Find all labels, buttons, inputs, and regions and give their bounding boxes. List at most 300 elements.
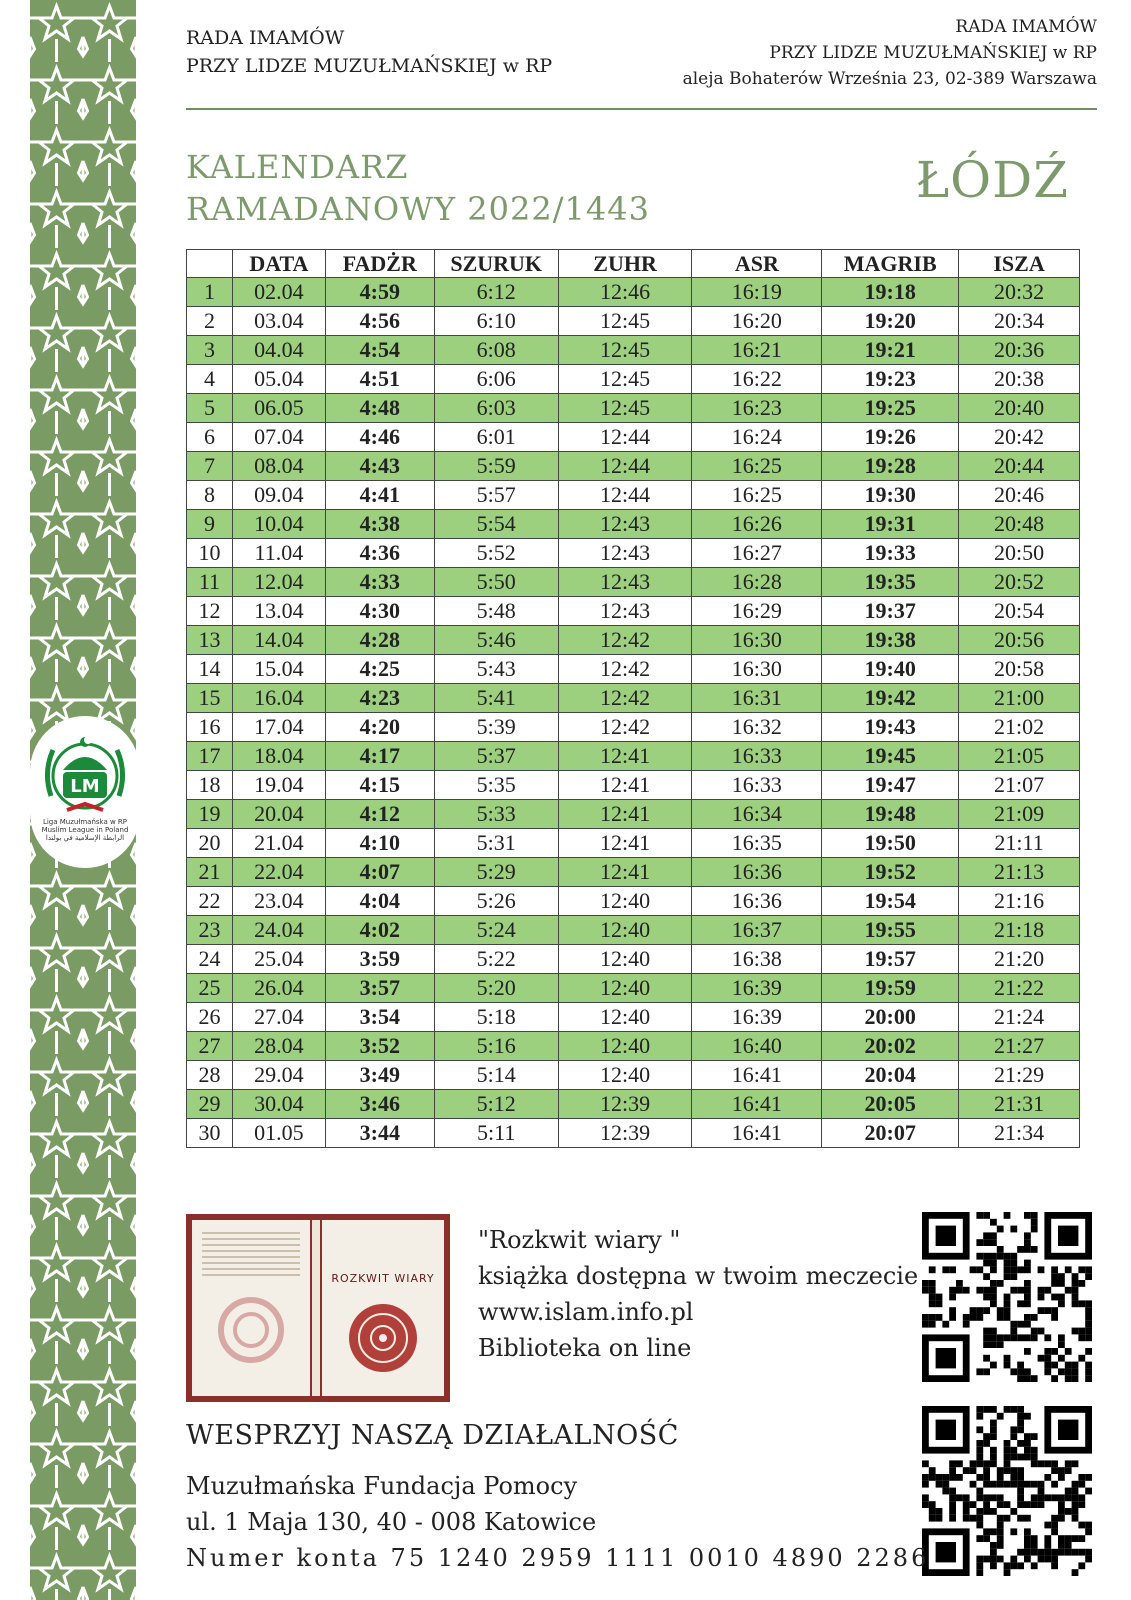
maghrib-cell: 19:59: [822, 974, 959, 1003]
sunrise-cell: 5:20: [434, 974, 558, 1003]
isha-cell: 20:50: [959, 539, 1080, 568]
page-title: [186, 146, 650, 230]
maghrib-cell: 19:55: [822, 916, 959, 945]
date-cell: 21.04: [232, 829, 325, 858]
logo-caption-en: Muslim League in Poland: [41, 826, 129, 834]
isha-cell: 21:18: [959, 916, 1080, 945]
sunrise-cell: 5:33: [434, 800, 558, 829]
table-body: [187, 278, 1080, 1148]
isha-cell: 20:42: [959, 423, 1080, 452]
fajr-cell: 4:12: [325, 800, 434, 829]
day-cell: 20: [187, 829, 233, 858]
date-cell: 04.04: [232, 336, 325, 365]
date-cell: 16.04: [232, 684, 325, 713]
date-cell: 25.04: [232, 945, 325, 974]
maghrib-cell: 19:30: [822, 481, 959, 510]
isha-cell: 20:46: [959, 481, 1080, 510]
qr-code-book[interactable]: [922, 1212, 1092, 1382]
online-library: Biblioteka on line: [478, 1334, 692, 1362]
zuhr-cell: 12:40: [558, 974, 692, 1003]
table-row: [187, 1119, 1080, 1148]
isha-cell: 21:31: [959, 1090, 1080, 1119]
zuhr-cell: 12:43: [558, 539, 692, 568]
book-name: "Rozkwit wiary ": [478, 1226, 681, 1254]
table-row: [187, 713, 1080, 742]
day-cell: 13: [187, 626, 233, 655]
column-header-zuhr: ZUHR: [558, 250, 692, 278]
zuhr-cell: 12:44: [558, 481, 692, 510]
table-row: [187, 423, 1080, 452]
zuhr-cell: 12:43: [558, 568, 692, 597]
fajr-cell: 4:17: [325, 742, 434, 771]
maghrib-cell: 19:45: [822, 742, 959, 771]
fajr-cell: 4:41: [325, 481, 434, 510]
asr-cell: 16:40: [692, 1032, 822, 1061]
zuhr-cell: 12:42: [558, 684, 692, 713]
header-left: [186, 24, 552, 80]
isha-cell: 20:52: [959, 568, 1080, 597]
maghrib-cell: 19:47: [822, 771, 959, 800]
day-cell: 4: [187, 365, 233, 394]
day-cell: 5: [187, 394, 233, 423]
date-cell: 23.04: [232, 887, 325, 916]
asr-cell: 16:23: [692, 394, 822, 423]
isha-cell: 21:00: [959, 684, 1080, 713]
fajr-cell: 3:54: [325, 1003, 434, 1032]
asr-cell: 16:33: [692, 771, 822, 800]
maghrib-cell: 20:05: [822, 1090, 959, 1119]
ramadan-calendar-table: [186, 249, 1080, 1148]
book-cover-title: ROZKWIT WIARY: [331, 1272, 435, 1285]
table-row: [187, 829, 1080, 858]
day-cell: 10: [187, 539, 233, 568]
table-row: [187, 539, 1080, 568]
logo-initials: LM: [70, 776, 100, 797]
sunrise-cell: 5:31: [434, 829, 558, 858]
sunrise-cell: 5:52: [434, 539, 558, 568]
sunrise-cell: 5:59: [434, 452, 558, 481]
website-link[interactable]: www.islam.info.pl: [478, 1298, 694, 1326]
day-cell: 28: [187, 1061, 233, 1090]
maghrib-cell: 19:42: [822, 684, 959, 713]
asr-cell: 16:22: [692, 365, 822, 394]
table-row: [187, 568, 1080, 597]
day-cell: 8: [187, 481, 233, 510]
zuhr-cell: 12:42: [558, 626, 692, 655]
table-row: [187, 858, 1080, 887]
header-left-line1: RADA IMAMÓW: [186, 27, 345, 49]
fajr-cell: 4:38: [325, 510, 434, 539]
isha-cell: 21:24: [959, 1003, 1080, 1032]
day-cell: 27: [187, 1032, 233, 1061]
maghrib-cell: 19:18: [822, 278, 959, 307]
sunrise-cell: 5:57: [434, 481, 558, 510]
date-cell: 08.04: [232, 452, 325, 481]
sunrise-cell: 6:12: [434, 278, 558, 307]
header-right-line2: PRZY LIDZE MUZUŁMAŃSKIEJ w RP: [769, 43, 1097, 63]
sunrise-cell: 5:18: [434, 1003, 558, 1032]
maghrib-cell: 19:23: [822, 365, 959, 394]
book-ornament-icon: [192, 1220, 310, 1396]
fajr-cell: 4:20: [325, 713, 434, 742]
fajr-cell: 4:56: [325, 307, 434, 336]
asr-cell: 16:35: [692, 829, 822, 858]
maghrib-cell: 19:37: [822, 597, 959, 626]
page-title-line1: KALENDARZ: [186, 148, 409, 186]
table-row: [187, 597, 1080, 626]
zuhr-cell: 12:41: [558, 858, 692, 887]
day-cell: 19: [187, 800, 233, 829]
book-availability: książka dostępna w twoim meczecie: [478, 1262, 919, 1290]
book-back-cover: [192, 1220, 310, 1396]
date-cell: 18.04: [232, 742, 325, 771]
asr-cell: 16:41: [692, 1119, 822, 1148]
asr-cell: 16:36: [692, 887, 822, 916]
asr-cell: 16:27: [692, 539, 822, 568]
table-row: [187, 336, 1080, 365]
isha-cell: 20:38: [959, 365, 1080, 394]
zuhr-cell: 12:39: [558, 1119, 692, 1148]
asr-cell: 16:25: [692, 481, 822, 510]
support-details: [186, 1468, 929, 1576]
asr-cell: 16:21: [692, 336, 822, 365]
asr-cell: 16:26: [692, 510, 822, 539]
sunrise-cell: 5:12: [434, 1090, 558, 1119]
date-cell: 05.04: [232, 365, 325, 394]
day-cell: 24: [187, 945, 233, 974]
asr-cell: 16:39: [692, 1003, 822, 1032]
isha-cell: 21:34: [959, 1119, 1080, 1148]
fajr-cell: 4:54: [325, 336, 434, 365]
table-row: [187, 1090, 1080, 1119]
zuhr-cell: 12:40: [558, 945, 692, 974]
day-cell: 7: [187, 452, 233, 481]
fajr-cell: 3:57: [325, 974, 434, 1003]
table-row: [187, 1061, 1080, 1090]
table-row: [187, 452, 1080, 481]
table-row: [187, 800, 1080, 829]
zuhr-cell: 12:45: [558, 394, 692, 423]
asr-cell: 16:36: [692, 858, 822, 887]
zuhr-cell: 12:45: [558, 307, 692, 336]
date-cell: 29.04: [232, 1061, 325, 1090]
day-cell: 29: [187, 1090, 233, 1119]
book-mandala-icon: [322, 1220, 444, 1396]
fajr-cell: 4:23: [325, 684, 434, 713]
asr-cell: 16:24: [692, 423, 822, 452]
table-row: [187, 481, 1080, 510]
maghrib-cell: 19:25: [822, 394, 959, 423]
fajr-cell: 3:49: [325, 1061, 434, 1090]
sunrise-cell: 5:11: [434, 1119, 558, 1148]
maghrib-cell: 19:21: [822, 336, 959, 365]
header-right-line1: RADA IMAMÓW: [955, 17, 1097, 37]
date-cell: 26.04: [232, 974, 325, 1003]
zuhr-cell: 12:42: [558, 713, 692, 742]
isha-cell: 20:40: [959, 394, 1080, 423]
asr-cell: 16:33: [692, 742, 822, 771]
support-heading: WESPRZYJ NASZĄ DZIAŁALNOŚĆ: [186, 1420, 679, 1451]
maghrib-cell: 19:38: [822, 626, 959, 655]
sunrise-cell: 5:37: [434, 742, 558, 771]
sunrise-cell: 5:54: [434, 510, 558, 539]
maghrib-cell: 20:04: [822, 1061, 959, 1090]
header-left-line2: PRZY LIDZE MUZUŁMAŃSKIEJ w RP: [186, 55, 553, 77]
isha-cell: 21:27: [959, 1032, 1080, 1061]
day-cell: 2: [187, 307, 233, 336]
sunrise-cell: 6:01: [434, 423, 558, 452]
fajr-cell: 4:15: [325, 771, 434, 800]
sunrise-cell: 6:03: [434, 394, 558, 423]
muslim-league-logo: [30, 716, 140, 868]
asr-cell: 16:30: [692, 655, 822, 684]
header-right-line3: aleja Bohaterów Września 23, 02-389 Warszawa: [682, 69, 1097, 89]
maghrib-cell: 19:28: [822, 452, 959, 481]
zuhr-cell: 12:43: [558, 510, 692, 539]
date-cell: 07.04: [232, 423, 325, 452]
maghrib-cell: 19:52: [822, 858, 959, 887]
date-cell: 02.04: [232, 278, 325, 307]
maghrib-cell: 19:31: [822, 510, 959, 539]
sunrise-cell: 5:41: [434, 684, 558, 713]
sunrise-cell: 5:26: [434, 887, 558, 916]
fajr-cell: 4:30: [325, 597, 434, 626]
date-cell: 30.04: [232, 1090, 325, 1119]
sunrise-cell: 5:35: [434, 771, 558, 800]
fajr-cell: 4:07: [325, 858, 434, 887]
day-cell: 17: [187, 742, 233, 771]
qr-code-donation[interactable]: [922, 1406, 1092, 1576]
zuhr-cell: 12:45: [558, 365, 692, 394]
maghrib-cell: 19:35: [822, 568, 959, 597]
logo-caption: [42, 818, 129, 842]
table-row: [187, 916, 1080, 945]
foundation-address: ul. 1 Maja 130, 40 - 008 Katowice: [186, 1508, 597, 1536]
date-cell: 28.04: [232, 1032, 325, 1061]
maghrib-cell: 19:43: [822, 713, 959, 742]
header-divider: [186, 108, 1097, 110]
asr-cell: 16:32: [692, 713, 822, 742]
fajr-cell: 4:10: [325, 829, 434, 858]
date-cell: 12.04: [232, 568, 325, 597]
logo-caption-pl: Liga Muzułmańska w RP: [42, 818, 128, 826]
date-cell: 13.04: [232, 597, 325, 626]
book-front-cover: [322, 1220, 444, 1396]
date-cell: 22.04: [232, 858, 325, 887]
maghrib-cell: 19:50: [822, 829, 959, 858]
zuhr-cell: 12:40: [558, 1032, 692, 1061]
date-cell: 24.04: [232, 916, 325, 945]
zuhr-cell: 12:40: [558, 1003, 692, 1032]
column-header-asr: ASR: [692, 250, 822, 278]
zuhr-cell: 12:40: [558, 916, 692, 945]
column-header-maghrib: MAGRIB: [822, 250, 959, 278]
fajr-cell: 4:46: [325, 423, 434, 452]
zuhr-cell: 12:39: [558, 1090, 692, 1119]
date-cell: 09.04: [232, 481, 325, 510]
isha-cell: 20:48: [959, 510, 1080, 539]
column-header-isha: ISZA: [959, 250, 1080, 278]
isha-cell: 21:07: [959, 771, 1080, 800]
column-header-sunrise: SZURUK: [434, 250, 558, 278]
sunrise-cell: 5:29: [434, 858, 558, 887]
date-cell: 11.04: [232, 539, 325, 568]
maghrib-cell: 20:07: [822, 1119, 959, 1148]
fajr-cell: 3:59: [325, 945, 434, 974]
date-cell: 15.04: [232, 655, 325, 684]
zuhr-cell: 12:41: [558, 771, 692, 800]
fajr-cell: 4:28: [325, 626, 434, 655]
sunrise-cell: 6:08: [434, 336, 558, 365]
isha-cell: 21:09: [959, 800, 1080, 829]
table-row: [187, 1032, 1080, 1061]
isha-cell: 20:36: [959, 336, 1080, 365]
isha-cell: 21:29: [959, 1061, 1080, 1090]
table-row: [187, 394, 1080, 423]
day-cell: 11: [187, 568, 233, 597]
fajr-cell: 3:46: [325, 1090, 434, 1119]
asr-cell: 16:38: [692, 945, 822, 974]
sunrise-cell: 5:50: [434, 568, 558, 597]
table-header-row: [187, 250, 1080, 278]
zuhr-cell: 12:42: [558, 655, 692, 684]
day-cell: 30: [187, 1119, 233, 1148]
city-name: ŁÓDŹ: [915, 151, 1069, 209]
sunrise-cell: 6:10: [434, 307, 558, 336]
column-header-fajr: FADŻR: [325, 250, 434, 278]
zuhr-cell: 12:46: [558, 278, 692, 307]
table-row: [187, 684, 1080, 713]
book-info: [478, 1222, 918, 1366]
day-cell: 23: [187, 916, 233, 945]
isha-cell: 20:54: [959, 597, 1080, 626]
asr-cell: 16:41: [692, 1061, 822, 1090]
asr-cell: 16:25: [692, 452, 822, 481]
sunrise-cell: 5:24: [434, 916, 558, 945]
isha-cell: 20:58: [959, 655, 1080, 684]
table-row: [187, 945, 1080, 974]
asr-cell: 16:19: [692, 278, 822, 307]
book-cover-image: [186, 1214, 450, 1402]
asr-cell: 16:34: [692, 800, 822, 829]
day-cell: 9: [187, 510, 233, 539]
sunrise-cell: 5:16: [434, 1032, 558, 1061]
zuhr-cell: 12:43: [558, 597, 692, 626]
day-cell: 25: [187, 974, 233, 1003]
isha-cell: 20:32: [959, 278, 1080, 307]
zuhr-cell: 12:40: [558, 887, 692, 916]
asr-cell: 16:37: [692, 916, 822, 945]
fajr-cell: 4:59: [325, 278, 434, 307]
table-row: [187, 626, 1080, 655]
date-cell: 03.04: [232, 307, 325, 336]
zuhr-cell: 12:44: [558, 423, 692, 452]
zuhr-cell: 12:41: [558, 742, 692, 771]
isha-cell: 21:16: [959, 887, 1080, 916]
date-cell: 10.04: [232, 510, 325, 539]
isha-cell: 21:05: [959, 742, 1080, 771]
zuhr-cell: 12:40: [558, 1061, 692, 1090]
bank-account-number: Numer konta 75 1240 2959 1111 0010 4890 2286: [186, 1544, 930, 1572]
isha-cell: 20:44: [959, 452, 1080, 481]
table-row: [187, 307, 1080, 336]
table-row: [187, 1003, 1080, 1032]
table-row: [187, 771, 1080, 800]
table-row: [187, 742, 1080, 771]
date-cell: 17.04: [232, 713, 325, 742]
day-cell: 1: [187, 278, 233, 307]
day-cell: 21: [187, 858, 233, 887]
date-cell: 06.05: [232, 394, 325, 423]
date-cell: 20.04: [232, 800, 325, 829]
maghrib-cell: 19:20: [822, 307, 959, 336]
maghrib-cell: 20:02: [822, 1032, 959, 1061]
day-cell: 12: [187, 597, 233, 626]
fajr-cell: 4:02: [325, 916, 434, 945]
sunrise-cell: 5:48: [434, 597, 558, 626]
day-cell: 16: [187, 713, 233, 742]
day-cell: 18: [187, 771, 233, 800]
maghrib-cell: 19:40: [822, 655, 959, 684]
zuhr-cell: 12:45: [558, 336, 692, 365]
day-cell: 15: [187, 684, 233, 713]
maghrib-cell: 19:33: [822, 539, 959, 568]
logo-caption-ar: الرابطة الإسلامية في بولندا: [45, 834, 125, 842]
sunrise-cell: 5:43: [434, 655, 558, 684]
fajr-cell: 4:04: [325, 887, 434, 916]
isha-cell: 20:56: [959, 626, 1080, 655]
day-cell: 22: [187, 887, 233, 916]
maghrib-cell: 19:57: [822, 945, 959, 974]
fajr-cell: 4:51: [325, 365, 434, 394]
table-row: [187, 655, 1080, 684]
fajr-cell: 3:44: [325, 1119, 434, 1148]
sunrise-cell: 5:14: [434, 1061, 558, 1090]
page-title-line2: RAMADANOWY 2022/1443: [186, 190, 650, 228]
fajr-cell: 4:43: [325, 452, 434, 481]
header-right-address: [683, 14, 1097, 92]
sunrise-cell: 5:46: [434, 626, 558, 655]
isha-cell: 20:34: [959, 307, 1080, 336]
sunrise-cell: 6:06: [434, 365, 558, 394]
zuhr-cell: 12:44: [558, 452, 692, 481]
asr-cell: 16:28: [692, 568, 822, 597]
date-cell: 27.04: [232, 1003, 325, 1032]
maghrib-cell: 19:26: [822, 423, 959, 452]
maghrib-cell: 19:48: [822, 800, 959, 829]
asr-cell: 16:31: [692, 684, 822, 713]
asr-cell: 16:29: [692, 597, 822, 626]
date-cell: 19.04: [232, 771, 325, 800]
day-cell: 26: [187, 1003, 233, 1032]
fajr-cell: 3:52: [325, 1032, 434, 1061]
isha-cell: 21:22: [959, 974, 1080, 1003]
table-row: [187, 510, 1080, 539]
column-header-day: [187, 250, 233, 278]
asr-cell: 16:39: [692, 974, 822, 1003]
asr-cell: 16:30: [692, 626, 822, 655]
book-spine: [312, 1220, 320, 1396]
fajr-cell: 4:36: [325, 539, 434, 568]
asr-cell: 16:20: [692, 307, 822, 336]
zuhr-cell: 12:41: [558, 829, 692, 858]
logo-emblem-icon: [39, 726, 131, 818]
sunrise-cell: 5:22: [434, 945, 558, 974]
isha-cell: 21:11: [959, 829, 1080, 858]
isha-cell: 21:13: [959, 858, 1080, 887]
table-row: [187, 974, 1080, 1003]
day-cell: 6: [187, 423, 233, 452]
